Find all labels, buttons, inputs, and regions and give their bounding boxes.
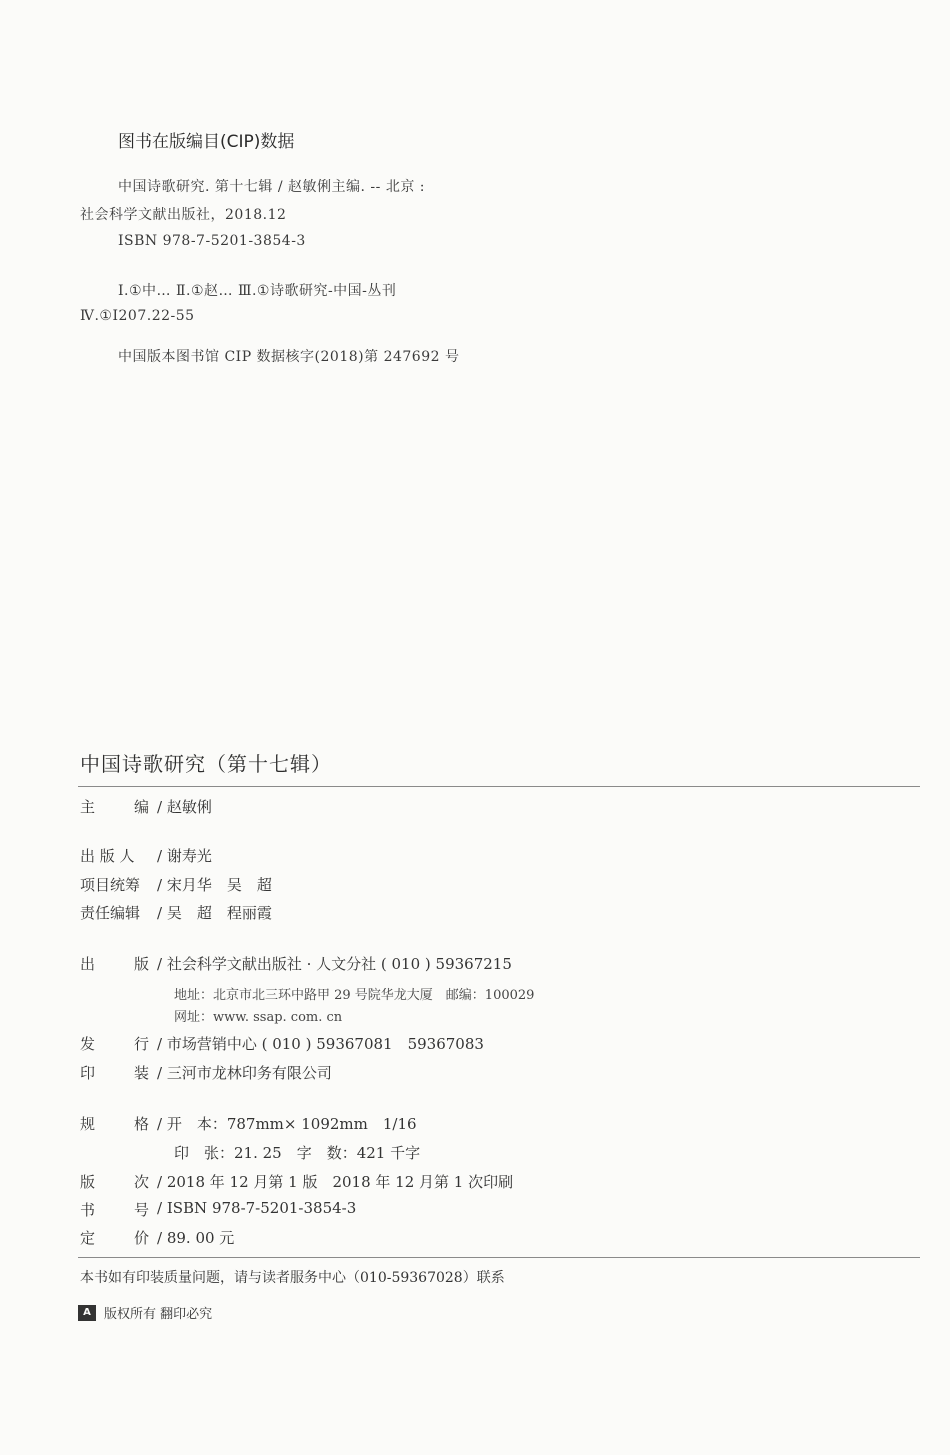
service-note: 本书如有印装质量问题，请与读者服务中心（010-59367028）联系	[80, 1270, 505, 1286]
dist-label-b: 行	[134, 1035, 150, 1053]
bottom-divider	[78, 1257, 920, 1258]
dist-label-a: 发	[80, 1035, 96, 1053]
dist-value: / 市场营销中心 ( 010 ) 59367081 59367083	[157, 1035, 484, 1053]
price-value: / 89. 00 元	[157, 1229, 235, 1247]
cip-line-2: 社会科学文献出版社，2018.12	[80, 207, 287, 223]
edition-value: / 2018 年 12 月第 1 版 2018 年 12 月第 1 次印刷	[157, 1173, 514, 1191]
publisher-logo-icon: A	[78, 1305, 96, 1321]
editor-label-a: 主	[80, 798, 96, 816]
cip-line-3: ISBN 978-7-5201-3854-3	[118, 233, 306, 249]
cip-line-4: Ⅰ.①中… Ⅱ.①赵… Ⅲ.①诗歌研究-中国-丛刊	[118, 283, 397, 299]
pub-website: 网址：www. ssap. com. cn	[174, 1010, 343, 1025]
project-value: / 宋月华 吴 超	[157, 876, 272, 894]
pub-value: / 社会科学文献出版社 · 人文分社 ( 010 ) 59367215	[157, 955, 512, 973]
resp-editor-label: 责任编辑	[80, 904, 141, 922]
rights-line	[78, 1303, 212, 1322]
isbn-value: / ISBN 978-7-5201-3854-3	[157, 1199, 357, 1217]
print-label-b: 装	[134, 1064, 150, 1082]
edition-label-b: 次	[134, 1173, 150, 1191]
cip-heading: 图书在版编目(CIP)数据	[118, 132, 295, 152]
publisher-person-label: 出 版 人	[80, 847, 135, 865]
isbn-label-a: 书	[80, 1201, 96, 1219]
format-value: / 开 本：787mm× 1092mm 1/16	[157, 1115, 417, 1133]
format-label-a: 规	[80, 1115, 96, 1133]
print-value: / 三河市龙林印务有限公司	[157, 1064, 332, 1082]
pub-label-b: 版	[134, 955, 150, 973]
project-label: 项目统筹	[80, 876, 141, 894]
cip-line-1: 中国诗歌研究. 第十七辑 / 赵敏俐主编. -- 北京 :	[118, 179, 425, 195]
editor-label-b: 编	[134, 798, 150, 816]
resp-editor-value: / 吴 超 程丽霞	[157, 904, 272, 922]
isbn-label-b: 号	[134, 1201, 150, 1219]
format-label-b: 格	[134, 1115, 150, 1133]
print-label-a: 印	[80, 1064, 96, 1082]
price-label-a: 定	[80, 1229, 96, 1247]
pub-address: 地址：北京市北三环中路甲 29 号院华龙大厦 邮编：100029	[174, 988, 535, 1003]
format-value-2: 印 张：21. 25 字 数：421 千字	[174, 1144, 421, 1162]
rights-text: 版权所有 翻印必究	[104, 1307, 213, 1322]
cip-line-5: Ⅳ.①I207.22-55	[80, 308, 195, 324]
pub-label-a: 出	[80, 955, 96, 973]
publisher-person-value: / 谢寿光	[157, 847, 212, 865]
price-label-b: 价	[134, 1229, 150, 1247]
top-divider	[78, 786, 920, 787]
book-title: 中国诗歌研究（第十七辑）	[80, 752, 332, 776]
editor-value: / 赵敏俐	[157, 798, 212, 816]
edition-label-a: 版	[80, 1173, 96, 1191]
cip-line-6: 中国版本图书馆 CIP 数据核字(2018)第 247692 号	[118, 349, 460, 365]
